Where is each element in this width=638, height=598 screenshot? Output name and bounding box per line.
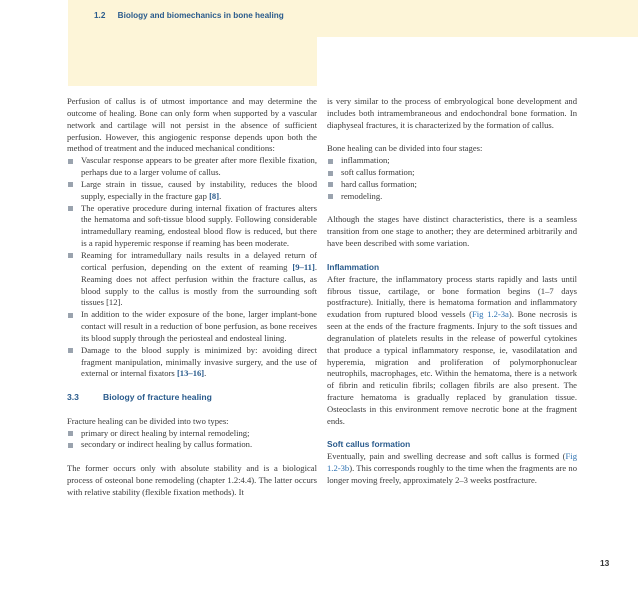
soft-callus-paragraph: Eventually, pain and swelling decrease and soft callus is formed (Fig 1.2-3b). This corresponds roughly to the time when the fragments are no longer moving freely, approximately 2–3 weeks postfracture. xyxy=(327,451,577,485)
list-item: In addition to the wider exposure of the bone, larger implant-bone contact will result in a reduction of bone perfusion, as bone receives its blood supply through the periosteal and endosteal lining. xyxy=(67,309,317,345)
list-item: secondary or indirect healing by callus formation. xyxy=(67,439,317,451)
list-item: Damage to the blood supply is minimized by: avoiding direct fragment manipulation, minimally invasive surgery, and the use of external or internal fixators [13–16]. xyxy=(67,345,317,381)
stages-note-paragraph: Although the stages have distinct characteristics, there is a seamless transition from one stage to another; they are determined arbitrarily and have been described with some variation. xyxy=(327,214,577,249)
section-title: Biology of fracture healing xyxy=(103,392,212,403)
section-number: 3.3 xyxy=(67,392,79,403)
continuation-paragraph: is very similar to the process of embryological bone development and includes both intramembraneous and endochondral bone formation. In diaphyseal fractures, it is characterized by the formation of callus. xyxy=(327,96,577,130)
citation-link[interactable]: [13–16] xyxy=(176,368,205,379)
soft-callus-heading: Soft callus formation xyxy=(327,439,411,450)
section-heading xyxy=(67,392,317,404)
stages-list xyxy=(327,155,577,202)
perfusion-bullet-list xyxy=(67,155,317,380)
citation-link[interactable]: [9–11] xyxy=(292,261,315,272)
header-section-title: Biology and biomechanics in bone healing xyxy=(117,11,284,20)
fracture-healing-intro: Fracture healing can be divided into two types: xyxy=(67,415,229,426)
healing-types-list xyxy=(67,428,317,452)
list-item: Vascular response appears to be greater after more flexible fixation, perhaps due to a larger volume of callus. xyxy=(67,155,317,179)
page-number: 13 xyxy=(600,558,610,568)
figure-link[interactable]: Fig 1.2-3b xyxy=(327,451,577,474)
list-item: hard callus formation; xyxy=(327,179,577,191)
healing-types-paragraph: The former occurs only with absolute stability and is a biological process of osteonal bone remodeling (chapter 1.2:4.4). The latter occurs with relative stability (flexible fixation methods). It xyxy=(67,463,317,497)
inflammation-paragraph: After fracture, the inflammatory process starts rapidly and lasts until fibrous tissue, cartilage, or bone formation begins (1–7 days postfracture). Initially, there is hematoma formation and inflammatory exudation from ruptured blood vessels (Fig 1.2-3a). Bone necrosis is seen at the ends of the fracture fragments. Injury to the soft tissues and degranulation of platelets results in the release of powerful cytokines that produce a typical inflammatory response, ie, vasodilatation and hyperemia, migration and proliferation of polymorphonuclear neutrophils, macrophages, etc. Within the hematoma, there is a network of fibrin and reticulin fibrils; collagen fibrils are also present. The fracture hematoma is gradually replaced by granulation tissue. Osteoclasts in this environment remove necrotic bone at the fragment ends. xyxy=(327,273,578,426)
figure-link[interactable]: Fig 1.2-3a xyxy=(471,309,509,320)
list-item: remodeling. xyxy=(327,191,577,203)
list-item: inflammation; xyxy=(327,155,577,167)
header-section-number: 1.2 xyxy=(94,11,106,20)
list-item: The operative procedure during internal fixation of fractures alters the hematoma and soft-tissue blood supply. Following considerable intramedullary reaming, endosteal blood flow is reduced, but there is a rapid hyperemic response if reaming has been moderate. xyxy=(67,203,317,250)
right-column xyxy=(327,96,577,487)
running-header xyxy=(94,11,284,20)
list-item: Reaming for intramedullary nails results in a delayed return of cortical perfusion, depending on the extent of reaming [9–11]. Reaming does not affect perfusion within the fracture callus, as blood supply to the callus is mostly from the surrounding soft tissues [12]. xyxy=(67,250,317,309)
inflammation-heading: Inflammation xyxy=(327,261,380,272)
list-item: primary or direct healing by internal remodeling; xyxy=(67,428,317,440)
list-item: Large strain in tissue, caused by instability, reduces the blood supply, especially in the fracture gap [8]. xyxy=(67,179,317,203)
left-column xyxy=(67,96,317,499)
stages-intro: Bone healing can be divided into four stages: xyxy=(327,143,483,154)
list-item: soft callus formation; xyxy=(327,167,577,179)
margin-band xyxy=(68,37,317,86)
perfusion-paragraph: Perfusion of callus is of utmost importance and may determine the outcome of healing. Bone can only form when supported by a vascular network and cartilage will not persist in the absence of sufficient perfusion. However, this angiogenic response depends upon both the method of treatment and the induced mechanical conditions: xyxy=(67,96,317,154)
citation-link[interactable]: [8] xyxy=(209,190,220,201)
